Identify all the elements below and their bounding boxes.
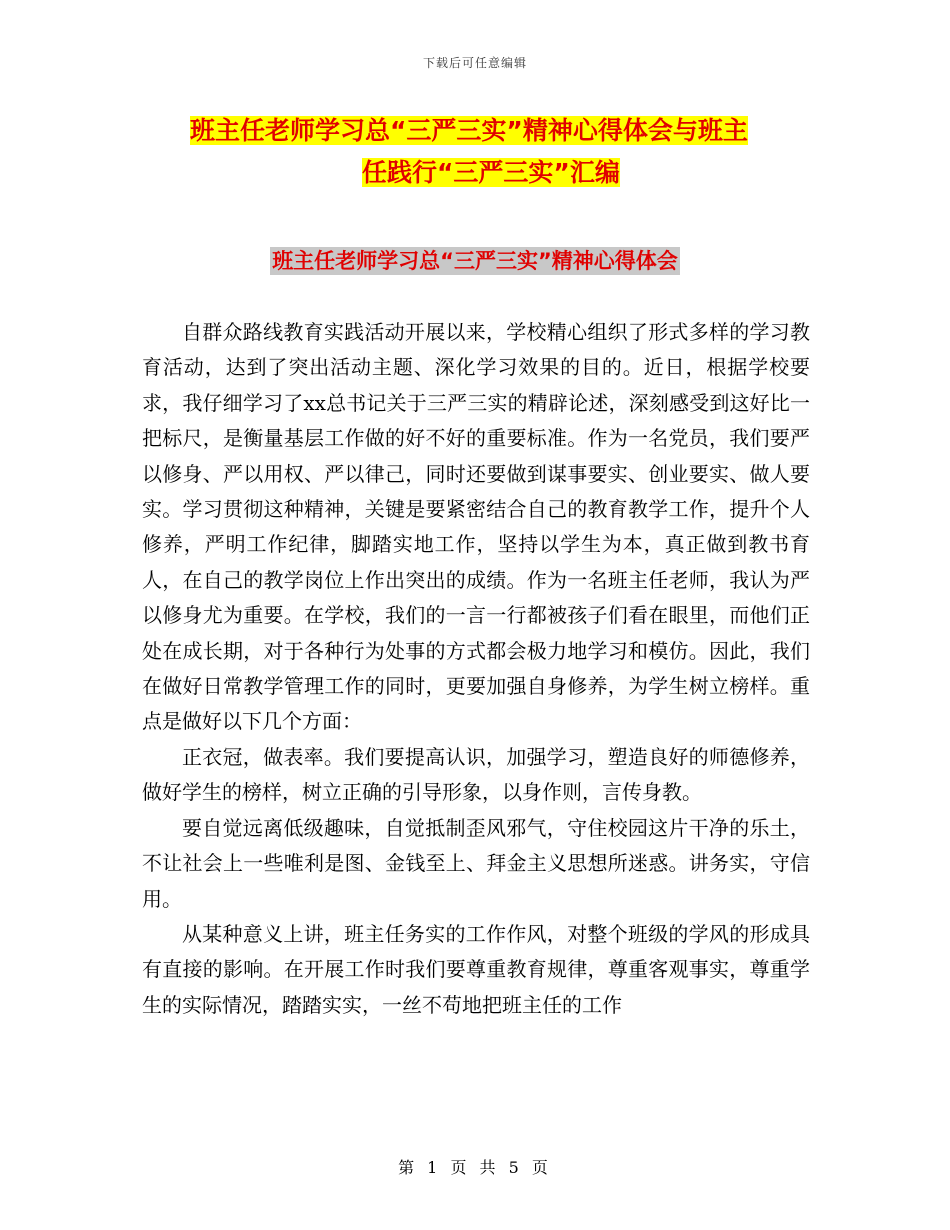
body-text (142, 315, 810, 1023)
paragraph: 从某种意义上讲，班主任务实的工作作风，对整个班级的学风的形成具有直接的影响。在开展工作时我们要尊重教育规律，尊重客观事实，尊重学生的实际情况，踏踏实实，一丝不苟地把班主任的工作 (142, 921, 810, 1017)
document-title (190, 110, 800, 194)
paragraph: 要自觉远离低级趣味，自觉抵制歪风邪气，守住校园这片干净的乐土，不让社会上一些唯利是图、金钱至上、拜金主义思想所迷惑。讲务实，守信用。 (142, 815, 810, 911)
paragraph: 自群众路线教育实践活动开展以来，学校精心组织了形式多样的学习教育活动，达到了突出活动主题、深化学习效果的目的。近日，根据学校要求，我仔细学习了xx总书记关于三严三实的精辟论述，深刻感受到这好比一把标尺，是衡量基层工作做的好不好的重要标准。作为一名党员，我们要严以修身、严以用权、严以律己，同时还要做到谋事要实、创业要实、做人要实。学习贯彻这种精神，关键是要紧密结合自己的教育教学工作，提升个人修养，严明工作纪律，脚踏实地工作，坚持以学生为本，真正做到教书育人，在自己的教学岗位上作出突出的成绩。作为一名班主任老师，我认为严以修身尤为重要。在学校，我们的一言一行都被孩子们看在眼里，而他们正处在成长期，对于各种行为处事的方式都会极力地学习和模仿。因此，我们在做好日常教学管理工作的同时，更要加强自身修养，为学生树立榜样。重点是做好以下几个方面： (142, 320, 810, 734)
page-footer: 第 1 页 共 5 页 (398, 1158, 552, 1177)
title-line-2: 任践行“三严三实”汇编 (362, 158, 620, 187)
header-note: 下载后可任意编辑 (422, 56, 527, 70)
section-title (0, 246, 950, 276)
title-line-1: 班主任老师学习总“三严三实”精神心得体会与班主 (190, 116, 748, 145)
section-title-text: 班主任老师学习总“三严三实”精神心得体会 (272, 249, 678, 273)
paragraph: 正衣冠，做表率。我们要提高认识，加强学习，塑造良好的师德修养，做好学生的榜样，树立正确的引导形象，以身作则，言传身教。 (142, 744, 810, 805)
